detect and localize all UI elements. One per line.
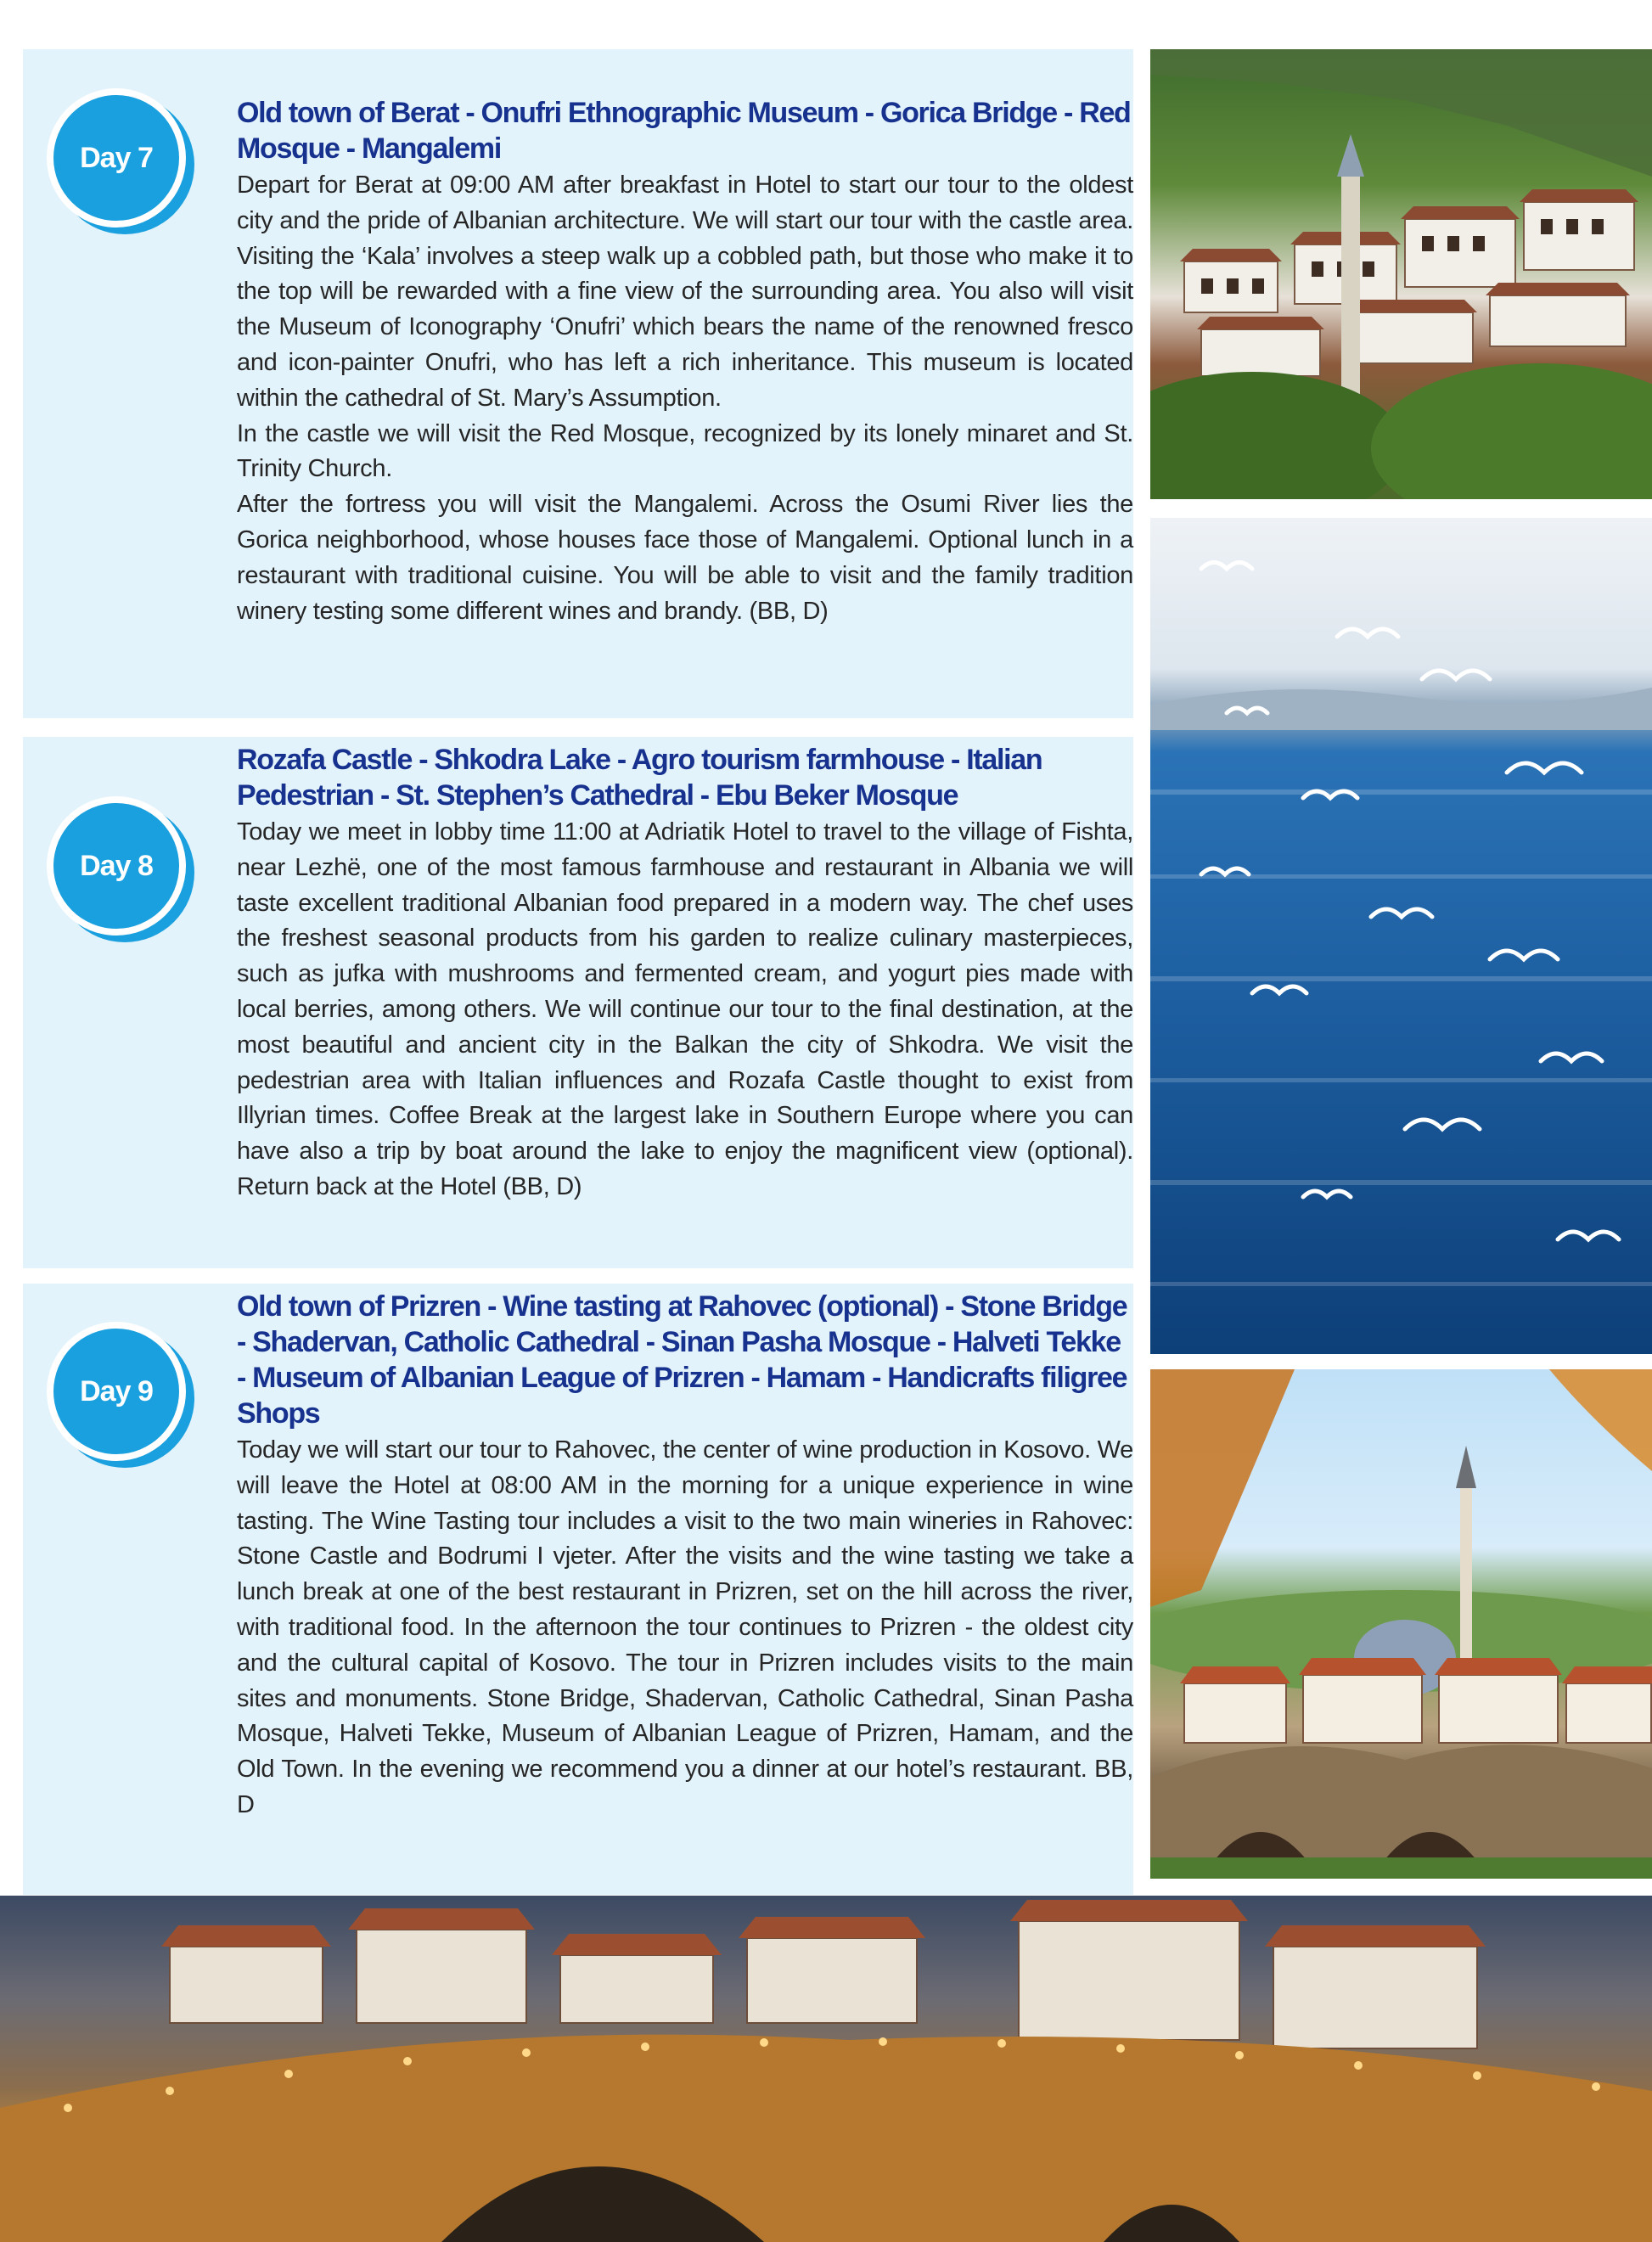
day-9-title: Old town of Prizren - Wine tasting at Rahovec (optional) - Stone Bridge - Shadervan, Catholic Cathedral - Sinan Pasha Mosque - Halveti Tekke - Museum of Albanian League of Prizren - Hamam - Handicrafts filigree Shops bbox=[237, 1290, 1127, 1430]
day-8-paragraph-1: Today we meet in lobby time 11:00 at Adriatik Hotel to travel to the village of Fishta, near Lezhë, one of the most famous farmhouse and restaurant in Albania we will taste excellent traditional Albanian food prepared in a modern way. The chef uses the freshest seasonal products from his garden to realize culinary masterpieces, such as jufka with mushrooms and fermented cream, and yogurt pies made with local berries, among others. We will continue our tour to the final destination, at the most beautiful and ancient city in the Balkan the city of Shkodra. We visit the pedestrian area with Italian influences and Rozafa Castle thought to exist from Illyrian times. Coffee Break at the largest lake in Southern Europe where you can have also a trip by boat around the lake to enjoy the magnificent view (optional). Return back at the Hotel (BB, D) bbox=[237, 818, 1133, 1200]
berat-photo bbox=[1150, 49, 1652, 499]
day-9-badge bbox=[47, 1322, 208, 1470]
seagulls-illustration bbox=[1150, 518, 1652, 1354]
day-8-section bbox=[23, 737, 1133, 1268]
day-7-paragraph-3: After the fortress you will visit the Mangalemi. Across the Osumi River lies the Gorica neighborhood, whose houses face those of Mangalemi. Optional lunch in a restaurant with traditional cuisine. You will be able to visit and the family tradition winery testing some different wines and brandy. (BB, D) bbox=[237, 491, 1133, 625]
day-9-badge-label: Day 9 bbox=[53, 1329, 179, 1454]
day-9-text bbox=[237, 1289, 1133, 1823]
day-7-title: Old town of Berat - Onufri Ethnographic Museum - Gorica Bridge - Red Mosque - Mangalemi bbox=[237, 97, 1131, 165]
day-8-badge-label: Day 8 bbox=[53, 803, 179, 929]
day-7-badge-label: Day 7 bbox=[53, 95, 179, 221]
prizren-mosque-illustration bbox=[1150, 1369, 1652, 1879]
day-8-title: Rozafa Castle - Shkodra Lake - Agro tourism farmhouse - Italian Pedestrian - St. Stephen’s Cathedral - Ebu Beker Mosque bbox=[237, 744, 1042, 812]
seagulls-lake-photo bbox=[1150, 518, 1652, 1354]
day-7-paragraph-1: Depart for Berat at 09:00 AM after breakfast in Hotel to start our tour to the oldest city and the pride of Albanian architecture. We will start our tour with the castle area. Visiting the ‘Kala’ involves a steep walk up a cobbled path, but those who make it to the top will be rewarded with a fine view of the surrounding area. You also will visit the Museum of Iconography ‘Onufri’ which bears the name of the renowned fresco and icon-painter Onufri, who has left a rich inheritance. This museum is located within the cathedral of St. Mary’s Assumption. bbox=[237, 171, 1133, 412]
day-7-badge bbox=[47, 88, 208, 237]
day-8-badge bbox=[47, 796, 208, 945]
berat-illustration bbox=[1150, 49, 1652, 499]
day-7-paragraph-2: In the castle we will visit the Red Mosque, recognized by its lonely minaret and St. Trinity Church. bbox=[237, 419, 1133, 483]
day-8-text bbox=[237, 742, 1133, 1205]
day-9-paragraph-1: Today we will start our tour to Rahovec, the center of wine production in Kosovo. We will leave the Hotel at 08:00 AM in the morning for a unique experience in wine tasting. The Wine Tasting tour includes a visit to the two main wineries in Rahovec: Stone Castle and Bodrumi I vjeter. After the visits and the wine tasting we take a lunch break at one of the best restaurant in Prizren, set on the hill across the river, with traditional food. In the afternoon the tour continues to Prizren - the oldest city and the cultural capital of Kosovo. The tour in Prizren includes visits to the main sites and monuments. Stone Bridge, Shadervan, Catholic Cathedral, Sinan Pasha Mosque, Halveti Tekke, Museum of Albanian League of Prizren, Hamam, and the Old Town. In the evening we recommend you a dinner at our hotel’s restaurant. BB, D bbox=[237, 1436, 1133, 1818]
stone-bridge-photo bbox=[0, 1896, 1652, 2242]
day-9-section bbox=[23, 1284, 1133, 1895]
prizren-mosque-photo bbox=[1150, 1369, 1652, 1879]
day-7-section bbox=[23, 49, 1133, 718]
day-7-text bbox=[237, 95, 1133, 629]
stone-bridge-illustration bbox=[0, 1896, 1652, 2242]
